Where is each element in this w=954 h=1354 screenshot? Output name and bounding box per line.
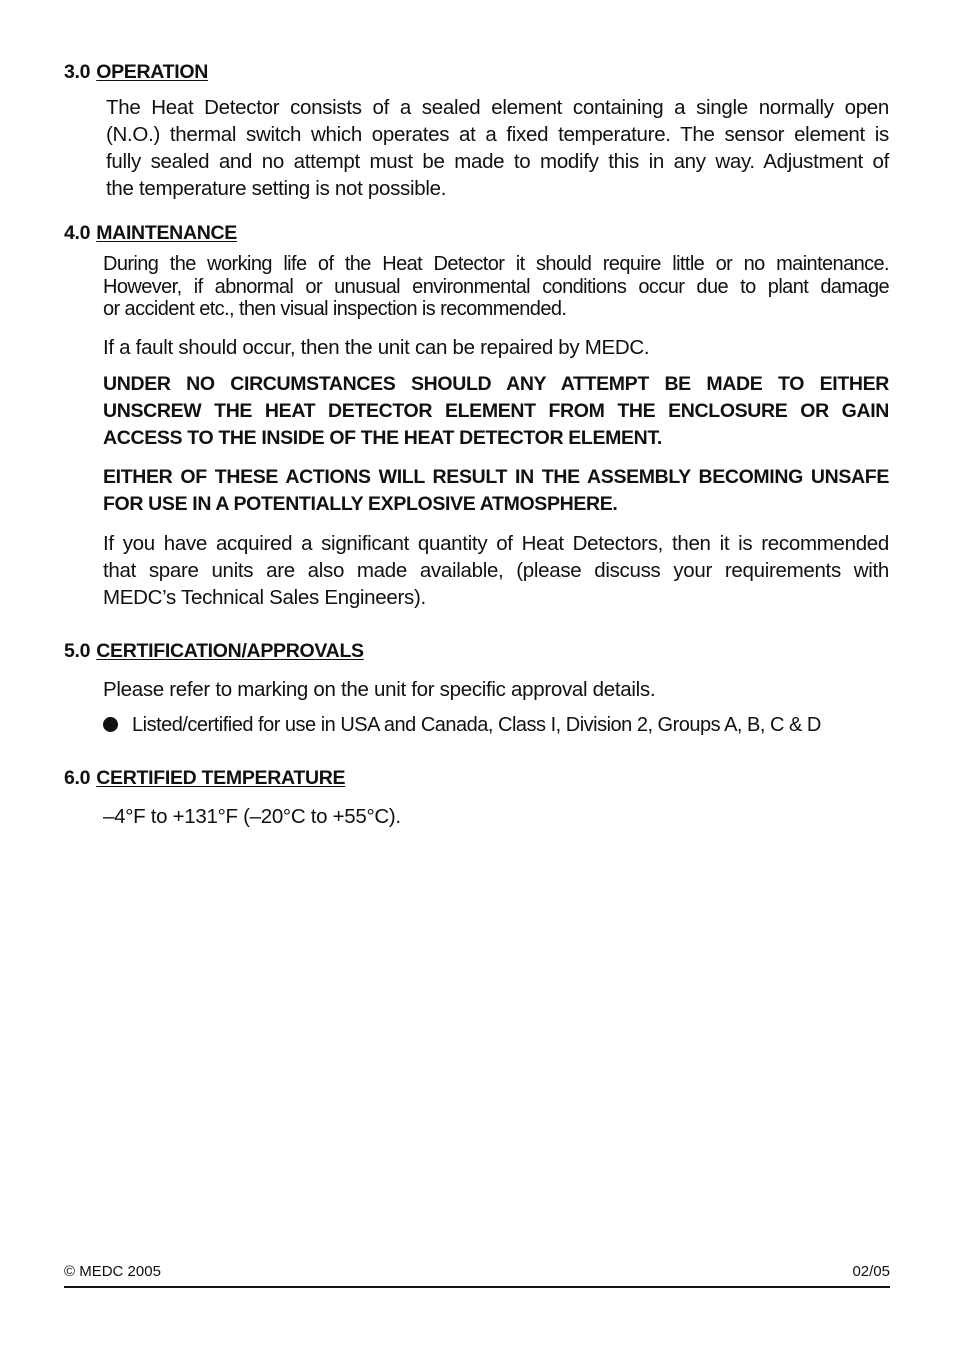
operation-paragraph (106, 94, 889, 202)
section-heading-operation (64, 61, 208, 84)
maintenance-intro-paragraph (103, 253, 889, 321)
footer-copyright: © MEDC 2005 (64, 1263, 161, 1280)
section-heading-certification (64, 640, 364, 663)
text-line: EITHER OF THESE ACTIONS WILL RESULT IN THE ASSEMBLY BECOMING UNSAFE (103, 466, 889, 488)
text-line: –4°F to +131°F (–20°C to +55°C). (103, 805, 401, 828)
warning-paragraph (103, 371, 889, 452)
section-number: 3.0 (64, 61, 91, 83)
text-line: If a fault should occur, then the unit can be repaired by MEDC. (103, 336, 650, 359)
temperature-paragraph (103, 803, 889, 830)
text-line: MEDC’s Technical Sales Engineers). (103, 586, 426, 609)
bullet-icon (103, 717, 118, 732)
section-number: 5.0 (64, 640, 91, 662)
certification-paragraph (103, 676, 889, 703)
text-line: ACCESS TO THE INSIDE OF THE HEAT DETECTOR ELEMENT. (103, 427, 662, 449)
section-title: CERTIFIED TEMPERATURE (96, 767, 346, 789)
maintenance-fault-paragraph (103, 334, 889, 361)
text-line: UNDER NO CIRCUMSTANCES SHOULD ANY ATTEMPT BE MADE TO EITHER (103, 373, 889, 395)
section-number: 6.0 (64, 767, 91, 789)
warning-paragraph-2 (103, 464, 889, 518)
text-line: that spare units are also made available, (please discuss your requirements with (103, 559, 889, 582)
section-heading-temperature (64, 767, 345, 790)
section-title: OPERATION (96, 61, 208, 83)
section-number: 4.0 (64, 222, 91, 244)
footer-date: 02/05 (852, 1263, 890, 1280)
text-line: fully sealed and no attempt must be made to modify this in any way. Adjustment of (106, 150, 889, 173)
spares-paragraph (103, 530, 889, 611)
text-line: the temperature setting is not possible. (106, 177, 447, 200)
certification-bullet-item (103, 712, 893, 739)
text-line: (N.O.) thermal switch which operates at a fixed temperature. The sensor element is (106, 123, 889, 146)
text-line: If you have acquired a significant quantity of Heat Detectors, then it is recommended (103, 532, 889, 555)
footer-divider (64, 1286, 890, 1288)
text-line: UNSCREW THE HEAT DETECTOR ELEMENT FROM THE ENCLOSURE OR GAIN (103, 400, 889, 422)
text-line: Please refer to marking on the unit for specific approval details. (103, 678, 656, 701)
text-line: or accident etc., then visual inspection is recommended. (103, 298, 567, 320)
text-line: FOR USE IN A POTENTIALLY EXPLOSIVE ATMOSPHERE. (103, 493, 618, 515)
text-line: During the working life of the Heat Detector it should require little or no maintenance. (103, 253, 889, 275)
text-line: The Heat Detector consists of a sealed element containing a single normally open (106, 96, 889, 119)
section-title: MAINTENANCE (96, 222, 237, 244)
section-heading-maintenance (64, 222, 237, 245)
text-line: However, if abnormal or unusual environmental conditions occur due to plant damage (103, 275, 889, 298)
section-title: CERTIFICATION/APPROVALS (96, 640, 364, 662)
bullet-text: Listed/certified for use in USA and Canada, Class I, Division 2, Groups A, B, C & D (132, 714, 821, 736)
